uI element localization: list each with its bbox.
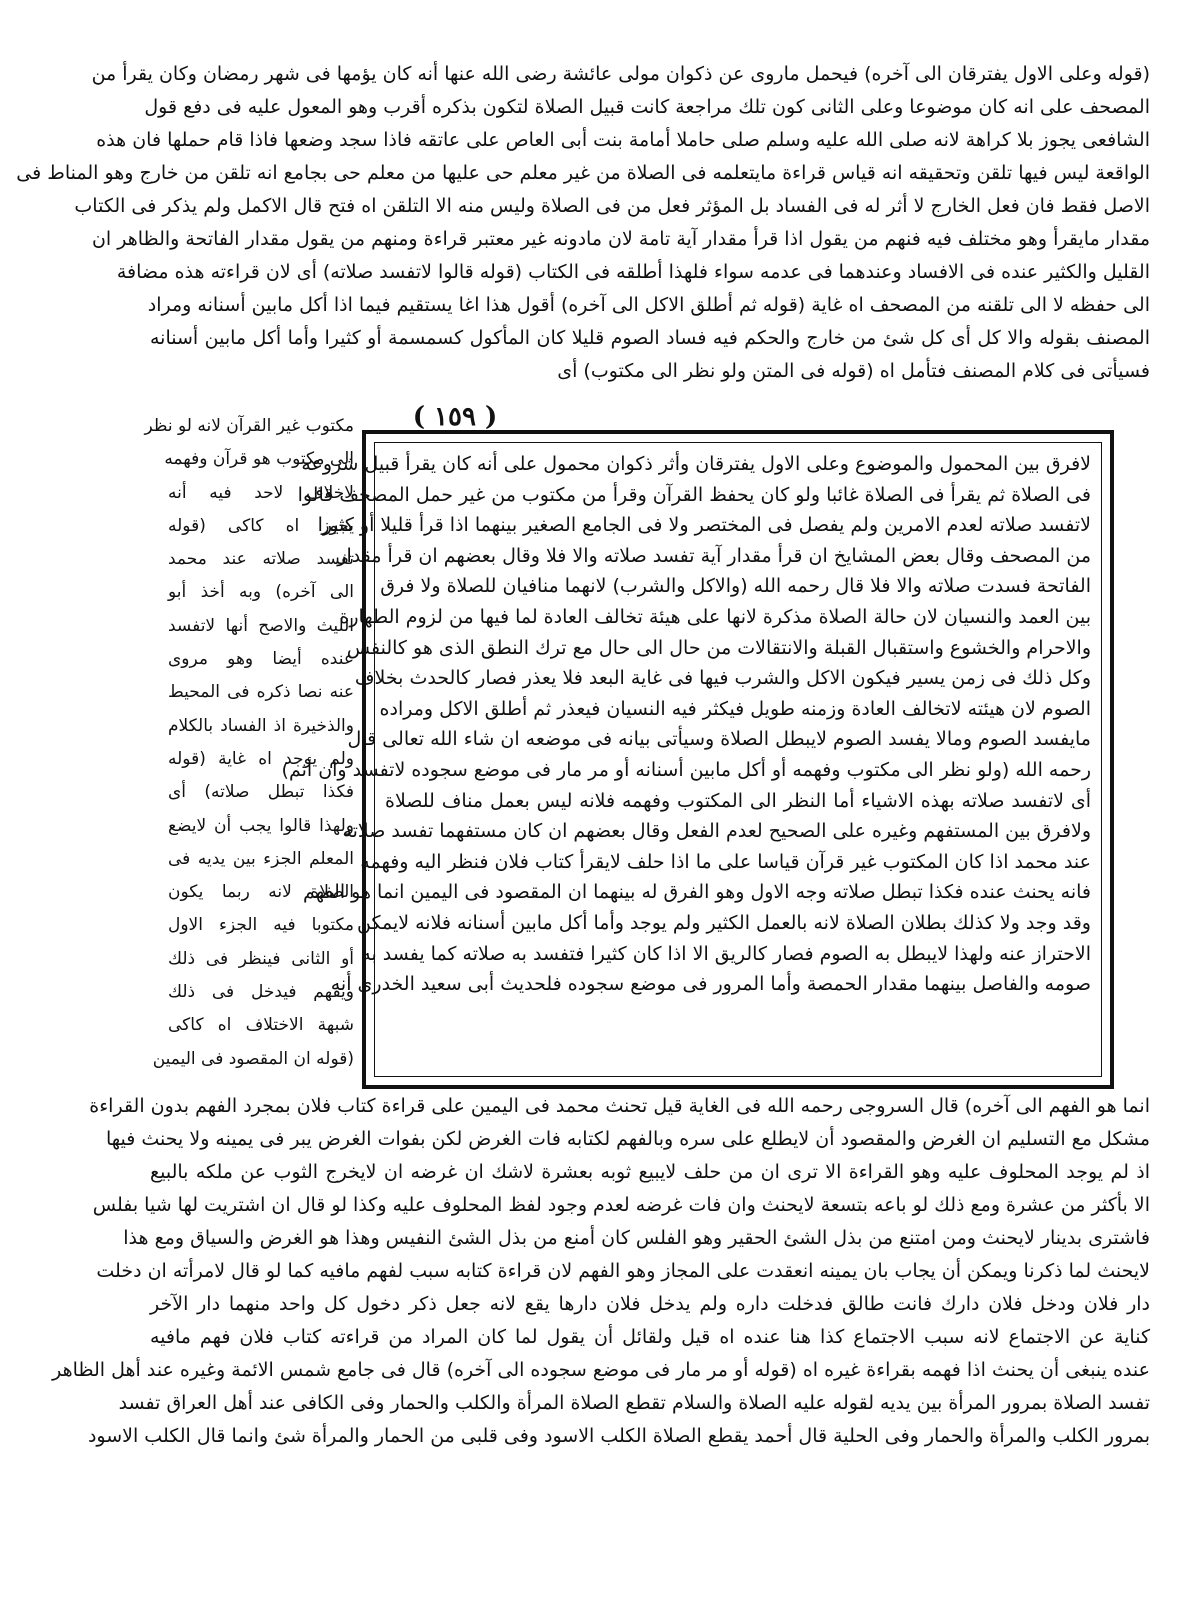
text-line: الى حفظه لا الى تلقنه من المصحف اه غاية (قوله ثم أطلق الاكل الى آخره) أقول هذا اغا يستقيم فيما اذا أكل مابين أسنانه ومراد <box>147 294 1150 316</box>
text-line: لايحنث لما ذكرنا ويمكن أن يجاب بان يمينه انعقدت على المجاز وهو الفهم لان قراءة كتابه سبب لفهم مافيه كما لو قال لامرأته ان دخلت <box>96 1260 1150 1282</box>
text-line: مكتوب غير القرآن لانه لو نظر <box>144 416 354 436</box>
text-line: المعلم الجزء بين يديه فى <box>168 848 354 869</box>
text-line: شبهة الاختلاف اه كاكى <box>168 1015 354 1036</box>
text-line: أى لاتفسد صلاته بهذه الاشياء أما النظر الى المكتوب وفهمه فلانه ليس بعمل مناف للصلاة <box>385 789 1091 812</box>
text-line: تفسد صلاته عند محمد <box>168 549 354 570</box>
text-line: من المصحف وقال بعض المشايخ ان قرأ مقدار آية تفسد صلاته والا فلا وقال بعضهم ان قرأ مقدار <box>337 544 1091 567</box>
text-line: الليث والاصح أنها لاتفسد <box>168 615 354 636</box>
text-line: فكذا تبطل صلاته) أى <box>168 782 354 803</box>
text-line: ولم يوجد اه غاية (قوله <box>168 748 354 769</box>
text-line: عند محمد اذا كان المكتوب غير قرآن قياسا على ما اذا حلف لايقرأ كتاب فلان فنظر اليه وفهمه <box>360 850 1091 873</box>
text-line: عنده أيضا وهو مروى <box>168 649 354 670</box>
text-line: صومه والفاصل بينهما مقدار الحمصة وأما المرور فى موضع سجوده فلحديث أبى سعيد الخدرى أنه <box>330 973 1091 996</box>
text-line: الى آخره) وبه أخذ أبو <box>168 582 354 603</box>
commentary-top-block <box>16 58 1150 388</box>
text-line: فانه يحنث عنده فكذا تبطل صلاته وجه الاول وهو الفرق له بينهما ان المقصود فى اليمين انما هو الفهم <box>303 881 1091 904</box>
text-line: مايفسد الصوم ومالا يفسد الصوم لايبطل الصلاة وسيأتى بيانه فى موضعه ان شاء الله تعالى قال <box>347 728 1091 751</box>
text-line: (قوله ان المقصود فى اليمين <box>152 1048 354 1069</box>
text-line: ويفهم فيدخل فى ذلك <box>168 982 354 1003</box>
text-line: لاتفسد صلاته لعدم الامرين ولم يفصل فى المختصر ولا فى الجامع الصغير بينهما اذا قرأ قليلا أو كثيرا <box>317 514 1091 537</box>
text-line: والذخيرة اذ الفساد بالكلام <box>168 715 354 736</box>
text-line: والاحرام والخشوع واستقبال القبلة والانتقالات من حال الى حال مع ترك النطق الذى هو كالنفس <box>346 636 1091 659</box>
text-line: فسيأتى فى كلام المصنف فتأمل اه (قوله فى المتن ولو نظر الى مكتوب) أى <box>557 360 1150 382</box>
text-line: الصلاة لانه ربما يكون <box>168 882 354 903</box>
text-line: لافرق بين المحمول والموضوع وعلى الاول يفترقان وأثر ذكوان محمول على أنه كان يقرأ قبيل شروعه <box>301 453 1091 475</box>
text-line: ولهذا قالوا يجب أن لايضع <box>168 815 354 836</box>
text-line: الاصل فقط فان فعل الخارج لا أثر له فى الفساد بل المؤثر فعل من فى الصلاة وليس منه الا التلقن اه فتح قال الاكمل ولم يذكر فى الكتاب <box>74 195 1150 217</box>
text-line: المصنف بقوله والا كل أى كل شئ من خارج والحكم فيه فساد الصوم قليلا كان المأكول كسمسمة أو كثيرا وأما أكل مابين أسنانه <box>150 327 1150 349</box>
text-line: كناية عن الاجتماع لانه سبب الاجتماع كذا هنا عنده اه قيل ولقائل أن يقول لما كان المراد من قراءته كتاب فلان فهم مافيه <box>150 1326 1150 1348</box>
main-text-frame <box>281 430 1114 1089</box>
text-line: الا بأكثر من عشرة ومع ذلك لو باعه بتسعة لايحنث وان فات غرضه لعدم وجود لفظ المحلوف عليه وكذا لو قال ان اشتريت لها شيا بفلس <box>92 1194 1150 1216</box>
text-line: يجوز اه كاكى (قوله <box>168 515 354 536</box>
text-line: انما هو الفهم الى آخره) قال السروجى رحمه الله فى الغاية قيل تحنث محمد فى اليمين على قراءة كتاب فلان بمجرد الفهم بدون القراءة <box>89 1095 1150 1117</box>
text-line: الاحتراز عنه ولهذا لايبطل به الصوم فصار كالريق الا اذا كان كثيرا فتفسد به صلاته كما يفسد به <box>361 942 1091 965</box>
text-line: رحمه الله (ولو نظر الى مكتوب وفهمه أو أكل مابين أسنانه أو مر مار فى موضع سجوده لاتفسد وان أثم) <box>281 758 1091 781</box>
text-line: الفاتحة فسدت صلاته والا فلا قال رحمه الله (والاكل والشرب) لانهما منافيان للصلاة ولا فرق <box>380 575 1091 598</box>
text-line: فاشترى بدينار لايحنث ومن امتنع من بذل الشئ الحقير وهو الفلس كان أمنع من بذل الشئ النفيس وهذا هو الغرض والسياق ومع هذا <box>123 1227 1150 1249</box>
text-line: الواقعة ليس فيها تلقن وتحقيقه انه قياس قراءة مايتعلمه فى الصلاة من غير معلم حى عليها من معلم حى بجامع انه تلقن من خارج وهو المناط فى <box>16 162 1150 184</box>
text-line: اذ لم يوجد المحلوف عليه وهو القراءة الا ترى ان من حلف لايبيع ثوبه بعشرة لاشك ان غرضه ان لايخرج الثوب عن ملكه بالبيع <box>150 1161 1150 1183</box>
text-line: (قوله وعلى الاول يفترقان الى آخره) فيحمل ماروى عن ذكوان مولى عائشة رضى الله عنها أنه كان يؤمها فى شهر رمضان وكان يقرأ من <box>91 63 1150 85</box>
text-line: المصحف على انه كان موضوعا وعلى الثانى كون تلك مراجعة كانت قبيل الصلاة لتكون بذكره أقرب وهو المعول عليه فى دفع قول <box>144 96 1150 118</box>
text-line: دار فلان ودخل فلان دارك فانت طالق فدخلت داره ولم يدخل فلان دارها يقع لانه جعل ذكر دخول كل واحد منهما دار الآخر <box>150 1293 1150 1315</box>
text-line: بين العمد والنسيان لان حالة الصلاة مذكرة لانها على هيئة تخالف العادة لما فيها من لزوم الطهارة <box>339 605 1091 628</box>
text-line: الشافعى يجوز بلا كراهة لانه صلى الله عليه وسلم صلى حاملا أمامة بنت أبى العاص على عاتقه فاذا سجد وضعها فاذا قام حملها فان هذه <box>96 129 1150 151</box>
text-line: عنه نصا ذكره فى المحيط <box>168 682 354 703</box>
text-line: وكل ذلك فى زمن يسير فيكون الاكل والشرب فيها فى غاية البعد فلا يعذر فصار كالحدث بخلاف <box>354 667 1091 690</box>
page-number: ( ١٥٩ ) <box>412 402 498 432</box>
text-line: مشكل مع التسليم ان الغرض والمقصود أن لايطلع على سره وبالفهم لكتابه فات الغرض لكن بفوات الغرض يبر فى يمينه ولا يحنث فيها <box>105 1128 1150 1150</box>
text-line: وقد وجد ولا كذلك بطلان الصلاة لانه بالعمل الكثير ولم يوجد وأما أكل مابين أسنانه فلانه لايمكن <box>357 911 1091 934</box>
text-line: تفسد الصلاة بمرور المرأة بين يديه لقوله عليه الصلاة والسلام تقطع الصلاة المرأة والكلب والحمار وفى الكافى عند أهل العراق تفسد <box>118 1392 1150 1414</box>
text-line: عنده ينبغى أن يحنث اذا فهمه بقراءة غيره اه (قوله أو مر مار فى موضع سجوده الى آخره) قال فى جامع شمس الائمة وغيره عند أهل الظاهر <box>52 1359 1150 1381</box>
side-commentary-column <box>144 410 354 1076</box>
text-line: مقدار مايقرأ وهو مختلف فيه فنهم من يقول اذا قرأ مقدار آية تامة لان مادونه غير معتبر قراءة ومنهم من يقول مقدار الفاتحة والظاهر ان <box>91 228 1150 250</box>
text-line: فى الصلاة ثم يقرأ فى الصلاة غائبا ولو كان يحفظ القرآن وقرأ من مكتوب من غير حمل المصحف قالوا <box>297 483 1091 506</box>
text-line: ولافرق بين المستفهم وغيره على الصحيح لعدم الفعل وقال بعضهم ان كان مستفهما تفسد صلاته <box>342 820 1091 843</box>
text-line: أو الثانى فينظر فى ذلك <box>168 948 354 969</box>
commentary-bottom-block <box>52 1090 1150 1453</box>
text-line: لاخلاف لاحد فيه أنه <box>168 482 354 503</box>
main-text-block <box>281 442 1102 1077</box>
text-line: مكتوبا فيه الجزء الاول <box>168 915 354 936</box>
text-line: الى مكتوب هو قرآن وفهمه <box>164 449 354 470</box>
text-line: الصوم لان هيئته لاتخالف العادة وزمنه طويل فيكثر فيه النسيان فيعذر ثم أطلق الاكل ومراده <box>379 697 1091 720</box>
text-line: القليل والكثير عنده فى الافساد وعندهما فى عدمه سواء فلهذا أطلقه فى الكتاب (قوله قالوا لاتفسد صلاته) أى لان قراءته هذه مضافة <box>116 261 1150 283</box>
text-line: بمرور الكلب والمرأة والحمار وفى الحلية قال أحمد يقطع الصلاة الكلب الاسود وفى قلبى من الحمار والمرأة شئ وانما قال الكلب الاسود <box>87 1425 1150 1447</box>
